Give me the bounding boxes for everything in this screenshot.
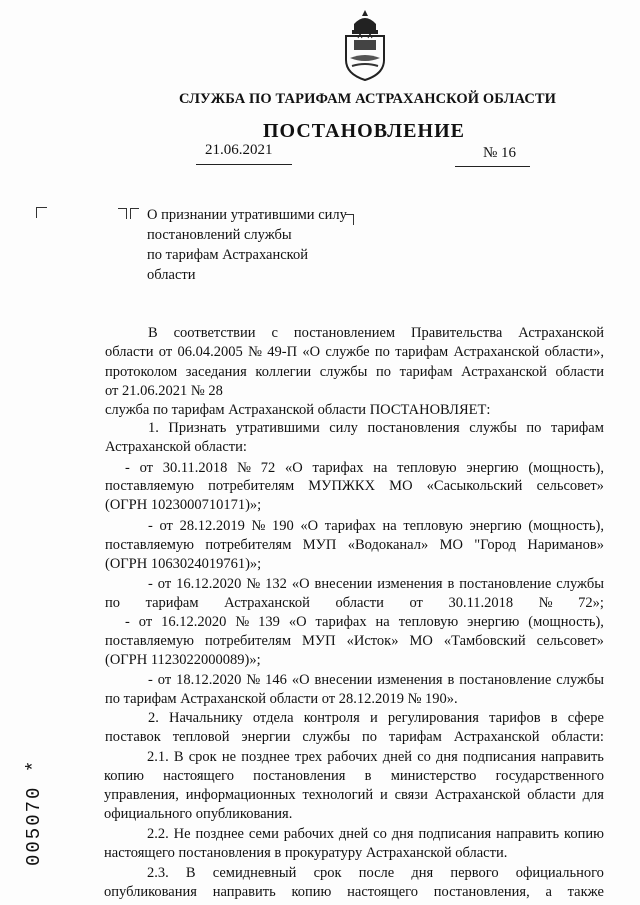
body-line: В соответствии с постановлением Правительства Астраханской [148,325,604,341]
body-line: опубликования направить копию настоящего постановления, а также [104,884,604,900]
subject-line: постановлений службы [147,227,292,243]
date-underline [196,164,292,165]
subject-corner-mark-right [130,208,139,219]
body-line: поставляемую потребителям МУП «Водоканал» МО "Город Нариманов» [105,537,604,553]
body-line: (ОГРН 1023000710171)»; [105,497,262,513]
document-number: № 16 [483,145,517,161]
body-line: - от 18.12.2020 № 146 «О внесении изменения в постановление службы [148,672,604,688]
body-line: от 21.06.2021 № 28 [105,383,223,399]
body-line: 2.1. В срок не позднее трех рабочих дней со дня подписания направить [147,749,604,765]
body-line: поставляемую потребителям МУПЖКХ МО «Сасыкольский сельсовет» [105,478,604,494]
body-line: - от 16.12.2020 № 132 «О внесении изменения в постановление службы [148,576,604,592]
document-subject [147,205,347,285]
body-line: протоколом заседания коллегии службы по тарифам Астраханской области [105,364,604,380]
body-line: Астраханской области: [105,439,247,455]
organization-name: СЛУЖБА ПО ТАРИФАМ АСТРАХАНСКОЙ ОБЛАСТИ [178,91,557,107]
document-type-title: ПОСТАНОВЛЕНИЕ [263,120,465,142]
body-line: - от 30.11.2018 № 72 «О тарифах на тепловую энергию (мощность), [125,460,604,476]
body-line: по тарифам Астраханской области от 28.12.2019 № 190». [105,691,458,707]
number-underline [455,166,530,167]
body-line: 2.3. В семидневный срок после дня первого официального [147,865,604,881]
body-line: управления, информационных технологий и связи Астраханской области для [104,787,604,803]
body-line: - от 16.12.2020 № 139 «О тарифах на тепловую энергию (мощность), [125,614,604,630]
stamp-number: 005070 * [23,758,45,866]
registration-stamp [14,730,54,880]
body-line: настоящего постановления в прокуратуру Астраханской области. [104,845,508,861]
body-line: 1. Признать утратившими силу постановления службы по тарифам [148,420,604,436]
body-line: служба по тарифам Астраханской области ПОСТАНОВЛЯЕТ: [105,402,491,418]
body-line: поставляемую потребителям МУП «Исток» МО «Тамбовский сельсовет» [105,633,604,649]
body-line: по тарифам Астраханской области от 30.11.2018 № 72»; [105,595,604,611]
coat-of-arms-emblem [340,8,390,82]
left-corner-mark [36,207,47,218]
body-line: 2. Начальнику отдела контроля и регулирования тарифов в сфере [148,710,604,726]
body-line: (ОГРН 1063024019761)»; [105,556,262,572]
body-line: официального опубликования. [104,806,293,822]
body-line: (ОГРН 1123022000089)»; [105,652,261,668]
body-line: 2.2. Не позднее семи рабочих дней со дня подписания направить копию [147,826,604,842]
body-line: области от 06.04.2005 № 49-П «О службе по тарифам Астраханской области», [105,344,604,360]
body-line: поставок тепловой энергии службы по тарифам Астраханской области: [105,729,604,745]
subject-line: по тарифам Астраханской [147,247,308,263]
body-line: - от 28.12.2019 № 190 «О тарифах на тепловую энергию (мощность), [148,518,604,534]
subject-corner-mark-left [118,208,127,219]
document-date: 21.06.2021 [205,142,273,158]
subject-line: О признании утратившими силу [147,207,347,223]
subject-line: области [147,267,196,283]
body-line: копию настоящего постановления в министерство государственного [104,768,604,784]
